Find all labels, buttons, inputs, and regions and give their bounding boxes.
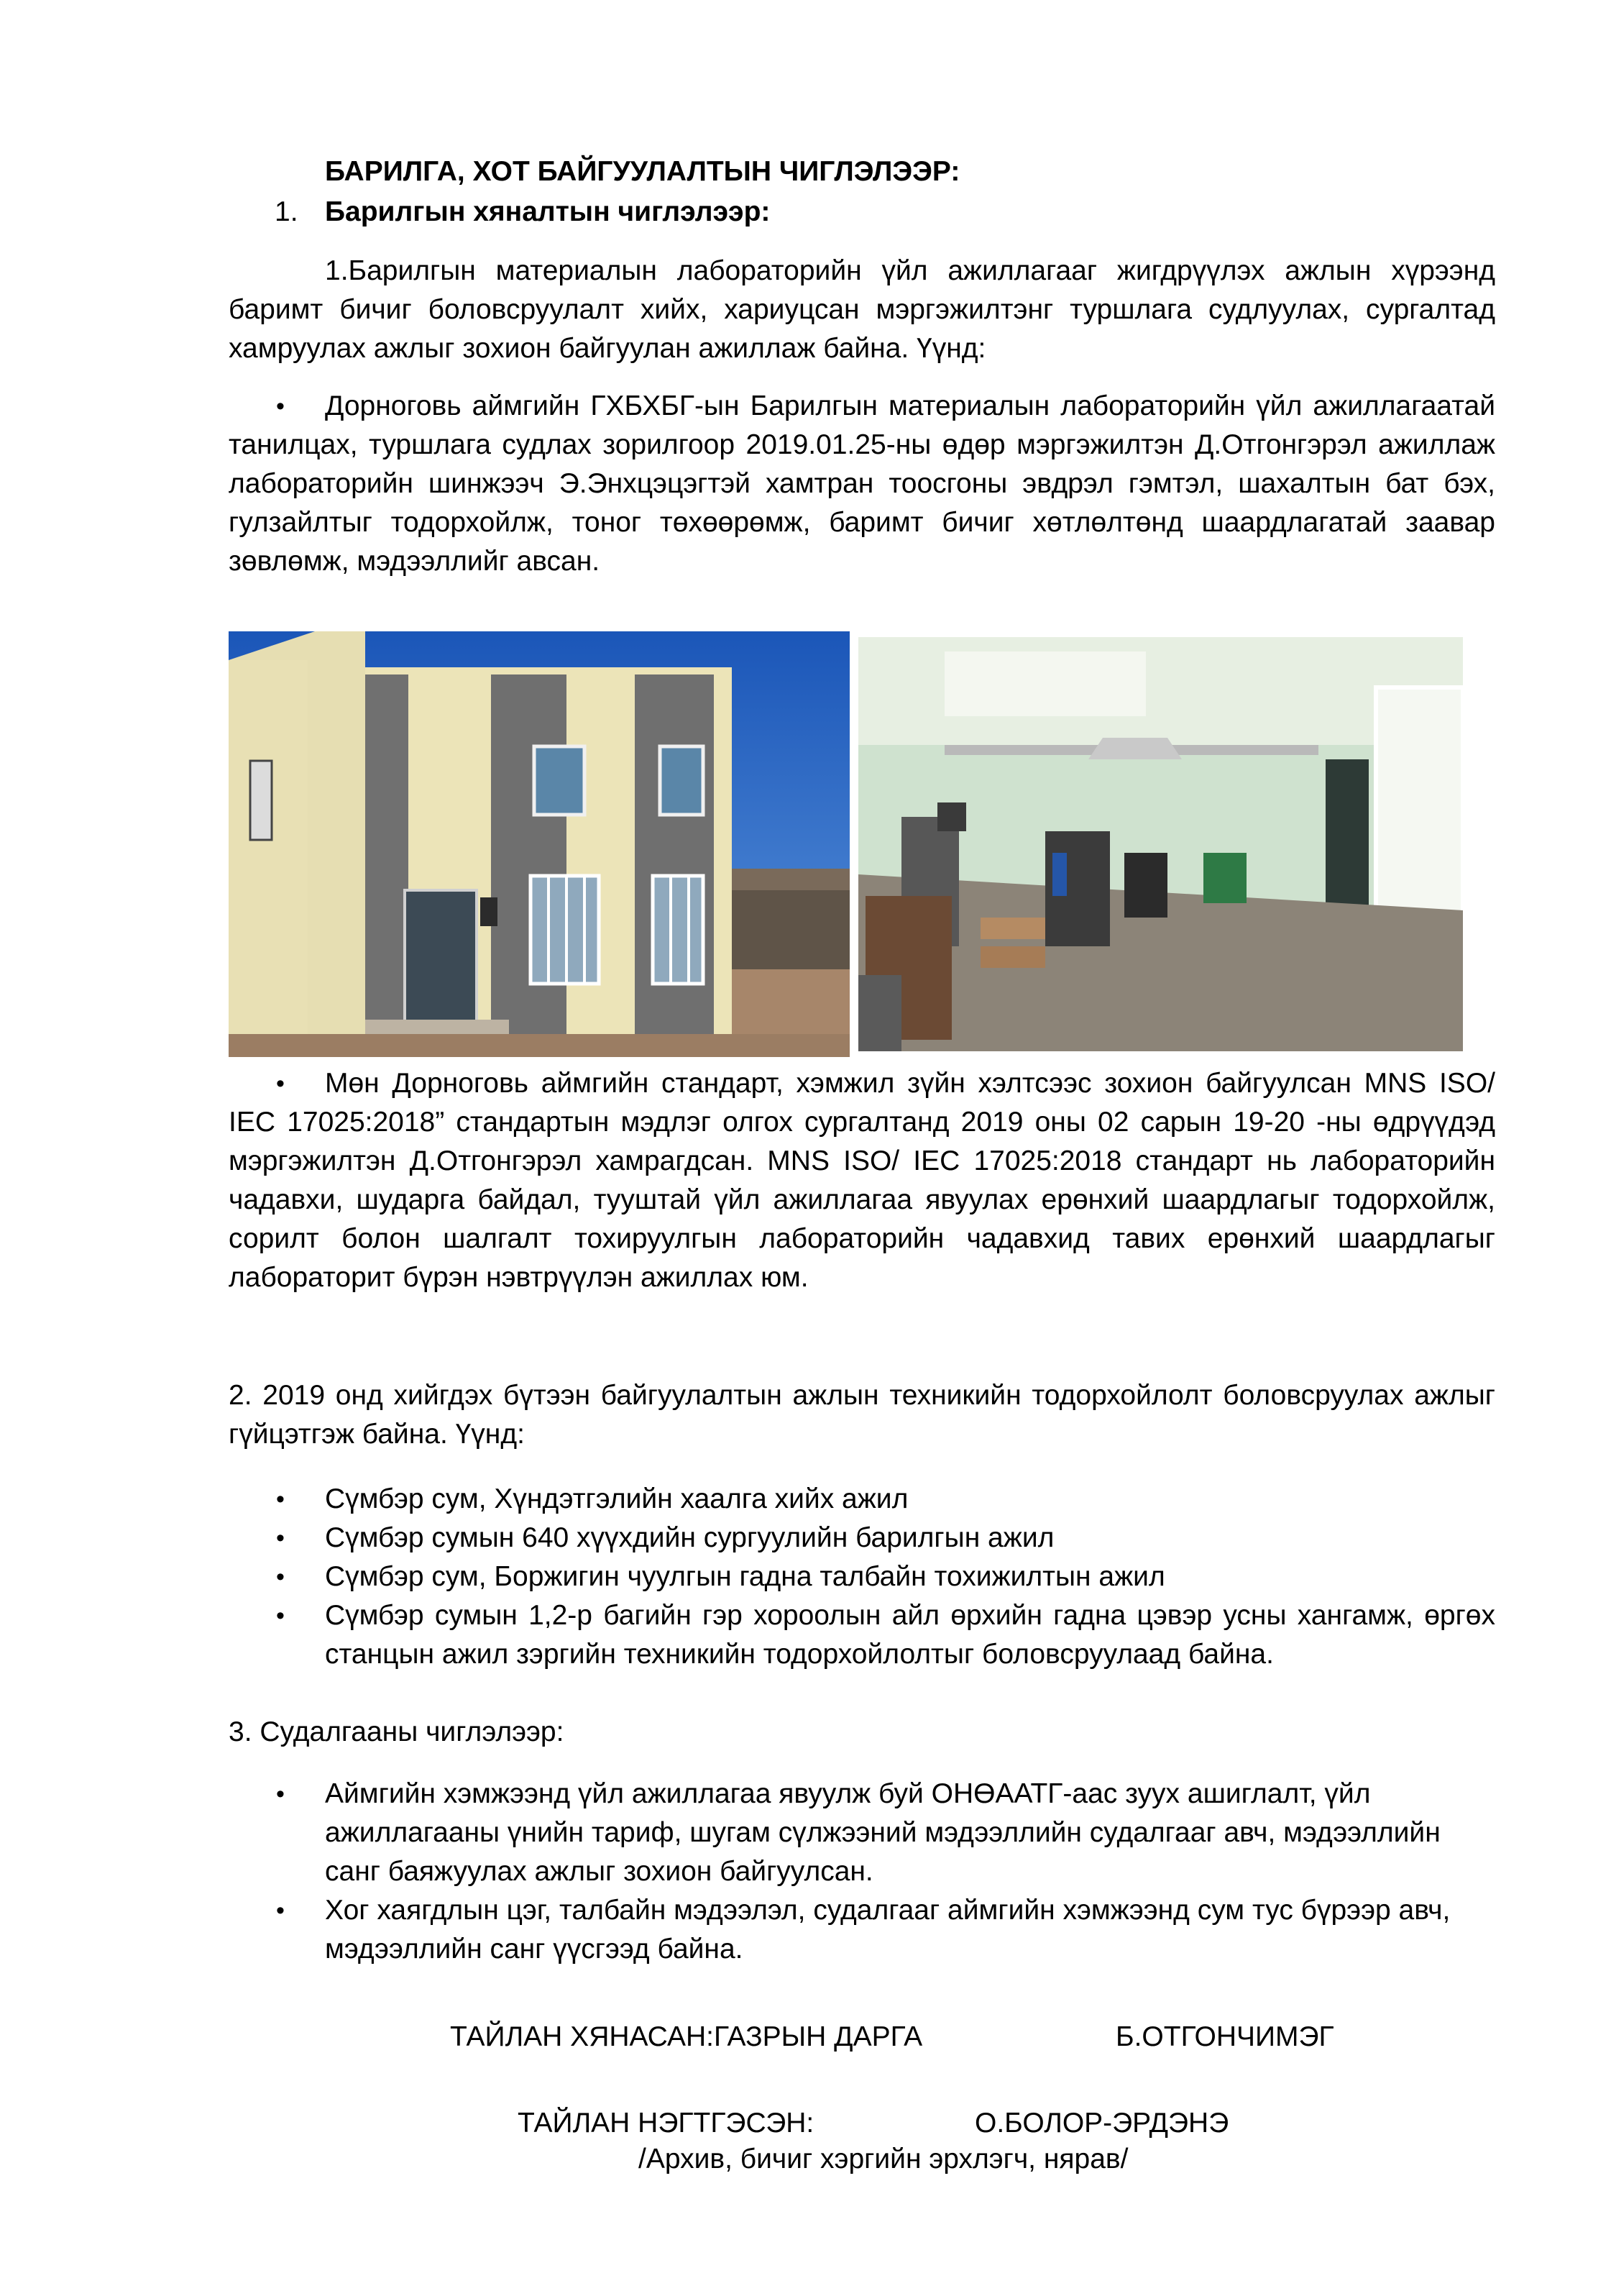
reviewed-name: Б.ОТГОНЧИМЭГ (1116, 2021, 1334, 2052)
section2-item: Сүмбэр сумын 640 хүүхдийн сургуулийн барилгын ажил (325, 1522, 1055, 1553)
bullet-marker: • (276, 1486, 285, 1513)
bullet-marker: • (276, 1070, 285, 1097)
photo-lab-building (229, 631, 850, 1057)
bullet-marker: • (276, 1563, 285, 1591)
bullet-marker: • (276, 393, 285, 420)
compiled-name: О.БОЛОР-ЭРДЭНЭ (975, 2108, 1229, 2139)
section3-item: Аймгийн хэмжээнд үйл ажиллагаа явуулж буй ОНӨААТГ-аас зуух ашиглалт, үйл ажиллагааны үнийн тариф, шугам сүлжээний мэдээллийн судалгааг авч, мэдээллийн санг баяжуулах ажлыг зохион байгуулсан. (325, 1778, 1441, 1887)
bullet-marker: • (276, 1524, 285, 1552)
reviewed-label: ТАЙЛАН ХЯНАСАН:ГАЗРЫН ДАРГА (450, 2021, 923, 2052)
section-title: БАРИЛГА, ХОТ БАЙГУУЛАЛТЫН ЧИГЛЭЛЭЭР: (325, 156, 960, 187)
section2-paragraph: 2. 2019 онд хийгдэх бүтээн байгуулалтын ажлын техникийн тодорхойлолт боловсруулах ажлыг гүйцэтгэж байна. Үүнд: (229, 1380, 1495, 1450)
sub-heading: Барилгын хяналтын чиглэлээр: (325, 196, 771, 227)
bullet-marker: • (276, 1602, 285, 1629)
bullet-marker: • (276, 1897, 285, 1924)
section3-item: Хог хаягдлын цэг, талбайн мэдээлэл, судалгааг аймгийн хэмжээнд сум тус бүрээр авч, мэдээллийн санг үүсгээд байна. (325, 1895, 1451, 1965)
section2-item: Сүмбэр сумын 1,2-р багийн гэр хороолын айл өрхийн гадна цэвэр усны хангамж, өргөх станцын ажил зэргийн техникийн тодорхойлолтыг боловсруулаад байна. (325, 1600, 1495, 1670)
section2-item: Сүмбэр сум, Хүндэтгэлийн хаалга хийх ажил (325, 1483, 909, 1514)
bullet-lab-visit: Дорноговь аймгийн ГХБХБГ-ын Барилгын материалын лабораторийн үйл ажиллагаатай танилцах, туршлага судлах зорилгоор 2019.01.25-ны өдөр мэргэжилтэн Д.Отгонгэрэл ажиллаж лабораторийн шинжээч Э.Энхцэцэгтэй хамтран тоосгоны эвдрэл гэмтэл, шахалтын бат бэх, гулзайлтыг тодорхойлж, тоног төхөөрөмж, баримт бичиг хөтлөлтөнд шаардлагатай заавар зөвлөмж, мэдээллийг авсан. (229, 390, 1495, 577)
sub-heading-number: 1. (275, 196, 298, 227)
lab-interior-illustration (858, 637, 1463, 1051)
intro-paragraph: 1.Барилгын материалын лабораторийн үйл ажиллагааг жигдрүүлэх ажлын хүрээнд баримт бичиг боловсруулалт хийх, хариуцсан мэргэжилтэнг туршлага судлуулах, сургалтад хамруулах ажлыг зохион байгуулан ажиллаж байна. Үүнд: (229, 255, 1495, 364)
bullet-marker: • (276, 1780, 285, 1808)
compiled-label: ТАЙЛАН НЭГТГЭСЭН: (518, 2108, 814, 2139)
section2-item: Сүмбэр сум, Боржигин чуулгын гадна талбайн тохижилтын ажил (325, 1561, 1165, 1592)
section3-heading: 3. Судалгааны чиглэлээр: (229, 1716, 564, 1747)
photo-lab-interior (858, 637, 1463, 1051)
bullet-training: Мөн Дорноговь аймгийн стандарт, хэмжил зүйн хэлтсээс зохион байгуулсан MNS ISO/ IEC 17025:2018” стандартын мэдлэг олгох сургалтанд 2019 оны 02 сарын 19-20 -ны өдрүүдэд мэргэжилтэн Д.Отгонгэрэл хамрагдсан. MNS ISO/ IEC 17025:2018 стандарт нь лабораторийн чадавхи, шударга байдал, тууштай үйл ажиллагаа явуулах ерөнхий шаардлагыг тодорхойлж, сорилт болон шалгалт тохируулгын лабораторийн чадавхид тавих ерөнхий шаардлагыг лабораторит бүрэн нэвтрүүлэн ажиллах юм. (229, 1068, 1495, 1293)
compiled-role: /Архив, бичиг хэргийн эрхлэгч, нярав/ (638, 2144, 1129, 2174)
building-illustration (229, 631, 850, 1057)
